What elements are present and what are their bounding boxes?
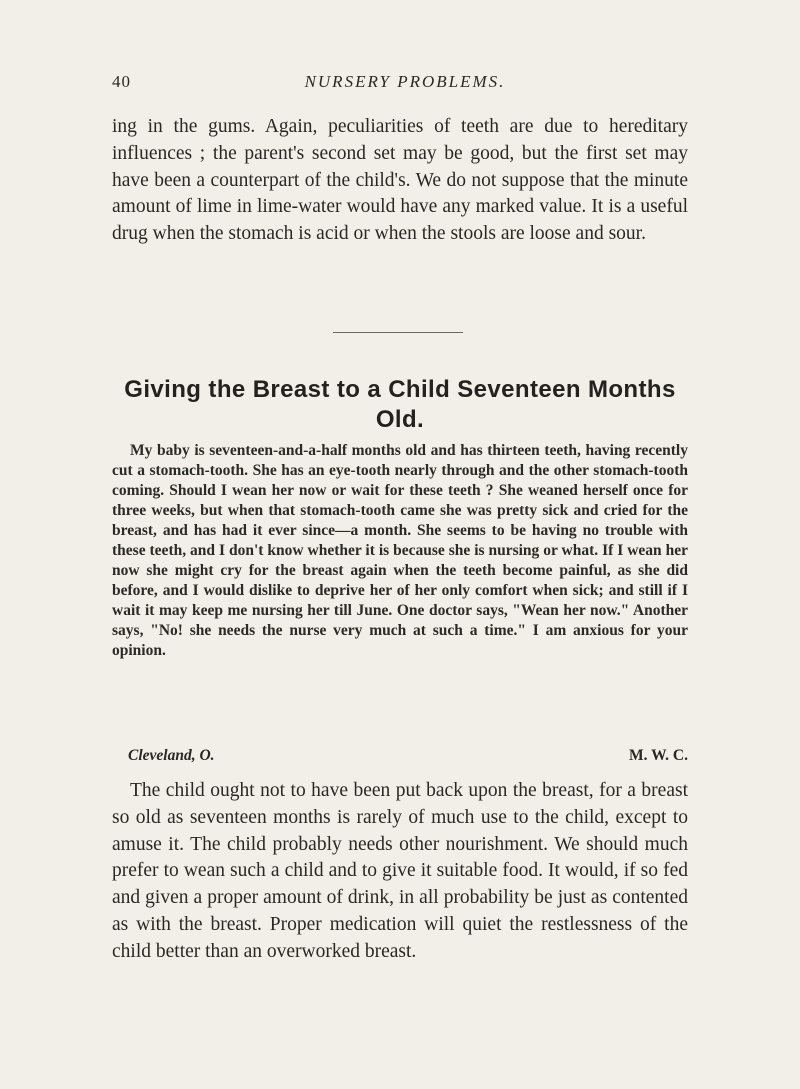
- page-number: 40: [112, 72, 131, 91]
- opening-paragraph: ing in the gums. Again, peculiarities of teeth are due to hereditary influences ; the parent's second set may be good, but the first set may have been a counterpart of the child's. We do not suppose that the minute amount of lime in lime-water would have any marked value. It is a useful drug when the stomach is acid or when the stools are loose and sour.: [112, 116, 688, 245]
- section-title: Giving the Breast to a Child Seventeen Months Old.: [124, 376, 676, 433]
- letter-signoff: [128, 747, 688, 769]
- section-divider: [333, 332, 463, 333]
- answer-paragraph: The child ought not to have been put back upon the breast, for a breast so old as seventeen months is rarely of much use to the child, except to amuse it. The child probably needs other nourishment. We should much prefer to wean such a child and to give it suitable food. It would, if so fed and given a proper amount of drink, in all probability be just as contented as with the breast. Proper medication will quiet the restlessness of the child better than an overworked breast.: [112, 780, 688, 962]
- reader-letter: My baby is seventeen-and-a-half months old and has thirteen teeth, having recently cut a stomach-tooth. She has an eye-tooth nearly through and the other stomach-tooth coming. Should I wean her now or wait for these teeth ? She weaned herself once for three weeks, but when that stomach-tooth came she was pretty sick and cried for the breast, and has had it ever since—a month. She seems to be having no trouble with these teeth, and I don't know whether it is because she is nursing or what. If I wean her now she might cry for the breast again when the teeth become painful, as she did before, and I would dislike to deprive her of her only comfort when sick; and still if I wait it may keep me nursing her till June. One doctor says, "Wean her now." Another says, "No! she needs the nurse very much at such a time." I am anxious for your opinion.: [112, 442, 688, 659]
- letter-initials: M. W. C.: [629, 747, 688, 764]
- running-head: NURSERY PROBLEMS.: [304, 72, 506, 91]
- page-header: [112, 72, 688, 102]
- letter-place: Cleveland, O.: [128, 747, 215, 764]
